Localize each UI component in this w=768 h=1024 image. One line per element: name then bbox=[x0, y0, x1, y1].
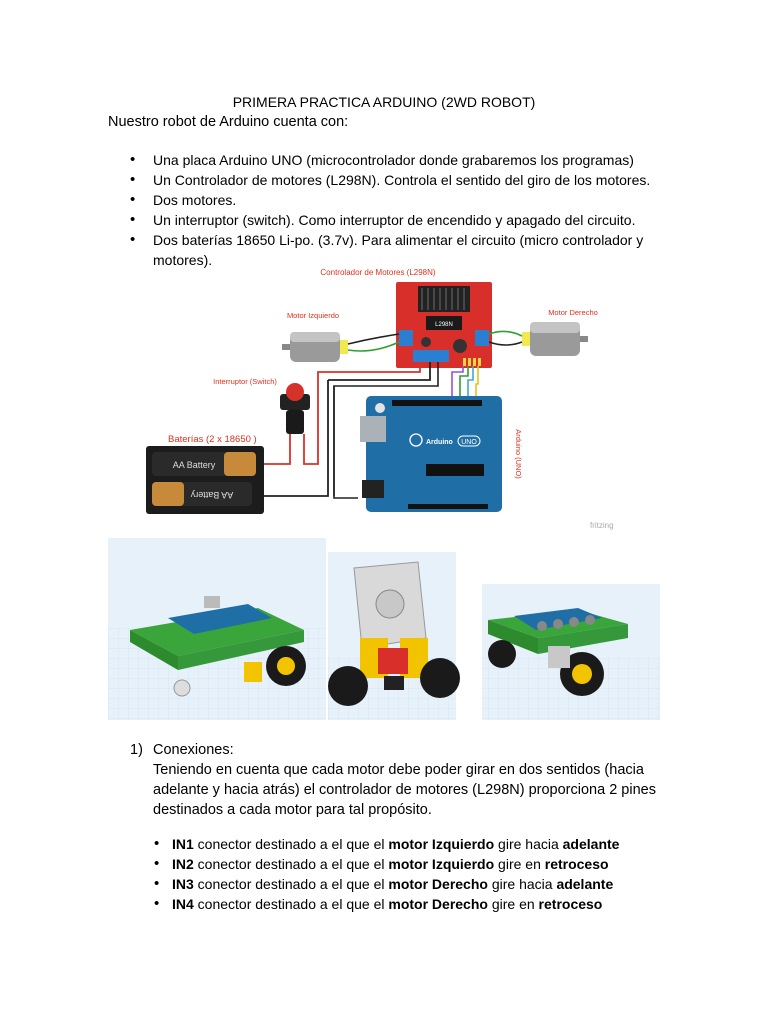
list-item: • Una placa Arduino UNO (microcontrolador donde grabaremos los programas) bbox=[108, 150, 668, 170]
robot-render-rear bbox=[482, 584, 660, 720]
pin-text: gire en bbox=[487, 896, 539, 912]
pin-list bbox=[152, 834, 672, 914]
pin-motor: motor Izquierdo bbox=[388, 836, 495, 852]
arduino-label: Arduino (UNO) bbox=[514, 429, 523, 479]
section-number: 1) bbox=[130, 742, 143, 758]
page-title: PRIMERA PRACTICA ARDUINO (2WD ROBOT) bbox=[232, 94, 536, 110]
switch bbox=[280, 383, 310, 434]
chip-label: L298N bbox=[435, 322, 453, 328]
motor-left-label: Motor Izquierdo bbox=[286, 311, 340, 320]
list-item bbox=[152, 874, 672, 894]
wiring-diagram bbox=[108, 268, 628, 530]
motor-right bbox=[522, 322, 588, 356]
board-model: UNO bbox=[461, 439, 477, 446]
motor-left bbox=[282, 332, 348, 362]
list-item bbox=[152, 834, 672, 854]
list-item bbox=[152, 854, 672, 874]
pin-text: conector destinado a el que el bbox=[193, 856, 389, 872]
pin-direction: retroceso bbox=[538, 896, 603, 912]
battery-label: Baterías (2 x 18650 ) bbox=[168, 434, 257, 445]
section-text: Teniendo en cuenta que cada motor debe poder girar en dos sentidos (hacia adelante y hacia atrás) el controlador de motores (L298N) proporciona 2 pines destinados a cada motor para tal propósito. bbox=[153, 762, 656, 818]
list-item bbox=[152, 894, 672, 914]
intro-text: Nuestro robot de Arduino cuenta con: bbox=[108, 114, 349, 130]
pin-text: gire hacia bbox=[494, 836, 563, 852]
list-item: • Un Controlador de motores (L298N). Controla el sentido del giro de los motores. bbox=[108, 170, 668, 190]
feature-list bbox=[108, 150, 668, 270]
list-item: • Dos motores. bbox=[108, 190, 668, 210]
robot-render-side bbox=[108, 538, 326, 720]
board-brand: Arduino bbox=[426, 439, 453, 446]
section-connections bbox=[130, 740, 670, 820]
robot-render-front bbox=[328, 552, 460, 720]
pin-motor: motor Derecho bbox=[388, 896, 488, 912]
section-heading: Conexiones: bbox=[153, 742, 234, 758]
pin-text: conector destinado a el que el bbox=[193, 876, 389, 892]
list-item: • Un interruptor (switch). Como interruptor de encendido y apagado del circuito. bbox=[108, 210, 668, 230]
arduino-board bbox=[360, 396, 502, 512]
pin-text: gire en bbox=[494, 856, 545, 872]
pin-name: IN4 bbox=[172, 896, 194, 912]
pin-direction: adelante bbox=[562, 836, 620, 852]
pin-text: conector destinado a el que el bbox=[193, 896, 389, 912]
pin-direction: adelante bbox=[556, 876, 614, 892]
fritzing-watermark: fritzing bbox=[590, 521, 614, 530]
pin-direction: retroceso bbox=[544, 856, 609, 872]
motor-right-label: Motor Derecho bbox=[548, 308, 598, 317]
controller-label: Controlador de Motores (L298N) bbox=[320, 268, 436, 277]
pin-motor: motor Derecho bbox=[388, 876, 488, 892]
pin-motor: motor Izquierdo bbox=[388, 856, 495, 872]
list-item: • Dos baterías 18650 Li-po. (3.7v). Para alimentar el circuito (micro controlador y motores). bbox=[108, 230, 668, 270]
pin-text: gire hacia bbox=[487, 876, 557, 892]
pin-name: IN3 bbox=[172, 876, 194, 892]
l298n-board bbox=[396, 282, 492, 368]
switch-label: Interruptor (Switch) bbox=[213, 377, 277, 386]
pin-name: IN1 bbox=[172, 836, 194, 852]
robot-renders bbox=[108, 538, 660, 720]
pin-text: conector destinado a el que el bbox=[193, 836, 389, 852]
pin-name: IN2 bbox=[172, 856, 194, 872]
battery-holder bbox=[146, 446, 264, 514]
battery-text-bottom: AA Battery bbox=[190, 490, 234, 500]
battery-text-top: AA Battery bbox=[172, 460, 216, 470]
